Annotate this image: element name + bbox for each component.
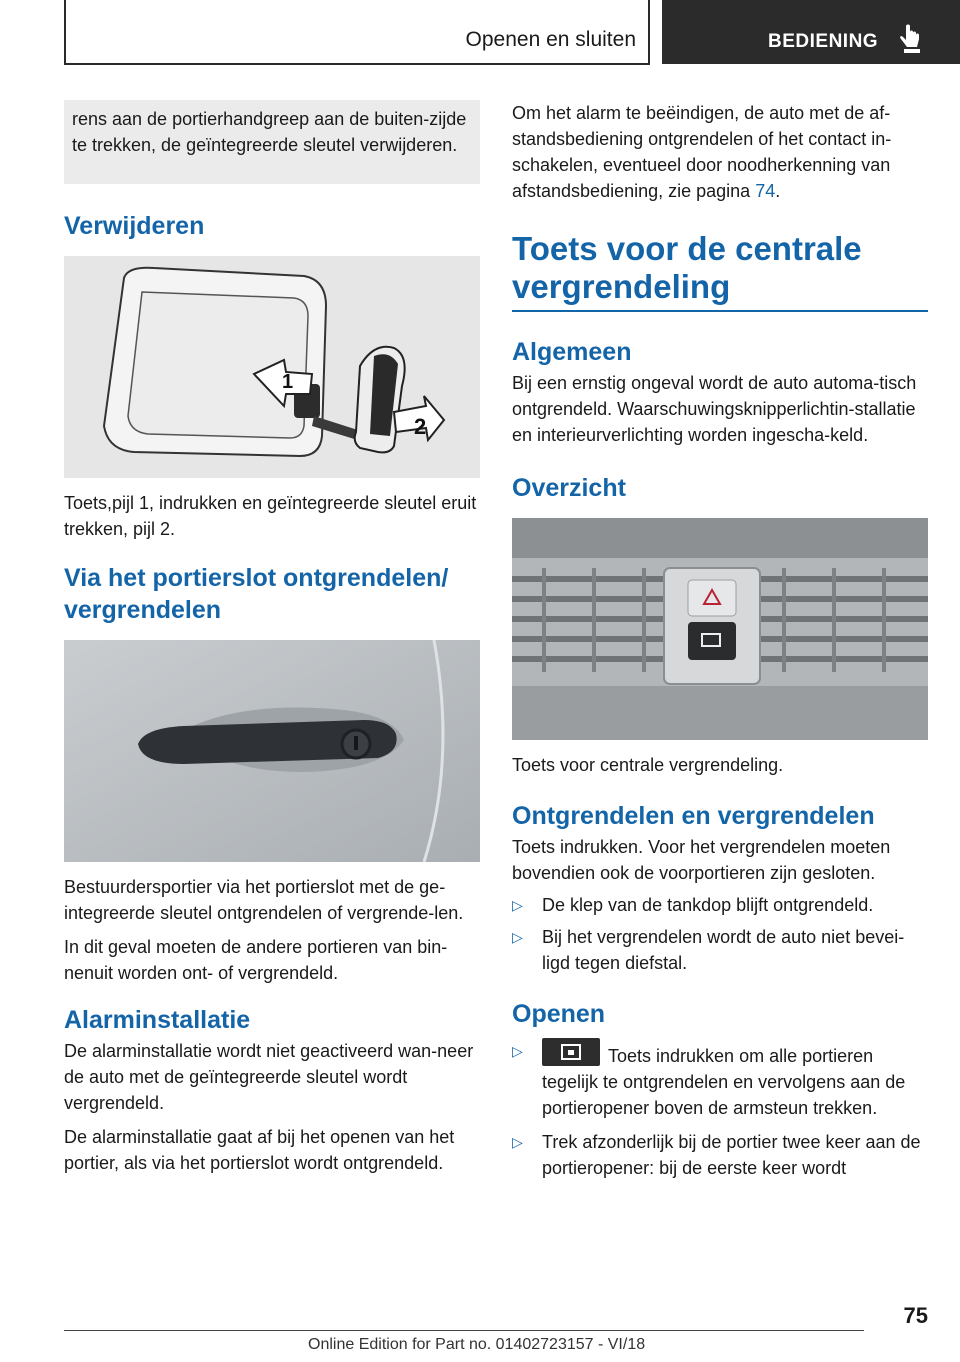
- heading-portierslot: Via het portierslot ontgrendelen/ vergrendelen: [64, 564, 449, 624]
- bullet-triangle-icon: ▷: [512, 1134, 523, 1150]
- bullet-triangle-icon: ▷: [512, 897, 523, 913]
- header-chapter-label: BEDIENING: [768, 31, 879, 52]
- central-lock-figure: [512, 518, 928, 740]
- list-item: ▷ Trek afzonderlijk bij de portier twee keer aan de portieropener: bij de eerste keer wordt: [512, 1129, 928, 1181]
- continued-note: [64, 100, 480, 184]
- footer-edition: Online Edition for Part no. 01402723157 - VI/18: [308, 1336, 646, 1353]
- list-item: ▷ De klep van de tankdop blijft ontgrendeld.: [512, 892, 928, 918]
- heading-openen: Openen: [512, 1000, 606, 1028]
- heading-alarminstallatie: Alarminstallatie: [64, 1006, 251, 1034]
- header-rule-bottom: [64, 63, 650, 65]
- header-rule-divider: [648, 0, 650, 64]
- alarm-end-text: Om het alarm te beëindigen, de auto met de af-standsbediening ontgrendelen of het contact in-schakelen, eventueel door noodherkenning van afstandsbediening, zie pagina 74.: [512, 103, 892, 201]
- header-rule-left: [64, 0, 66, 64]
- central-lock-button-icon: [542, 1038, 600, 1066]
- portierslot-text-1: Bestuurdersportier via het portierslot met de ge-integreerde sleutel ontgrendelen of vergrende-len.: [64, 877, 464, 923]
- caption-key-removal: Toets,pijl 1, indrukken en geïntegreerde sleutel eruit trekken, pijl 2.: [64, 493, 477, 539]
- right-column: [512, 100, 928, 1181]
- ontgrendelen-text: Toets indrukken. Voor het vergrendelen moeten bovendien ook de voorportieren zijn gesloten.: [512, 837, 891, 883]
- heading-ontgrendelen: Ontgrendelen en vergrendelen: [512, 802, 875, 830]
- alarm-text-2: De alarminstallatie gaat af bij het openen van het portier, als via het portierslot wordt ontgrendeld.: [64, 1127, 455, 1173]
- pointing-hand-icon: [898, 24, 924, 54]
- left-column: [64, 100, 480, 1176]
- algemeen-text: Bij een ernstig ongeval wordt de auto automa-tisch ontgrendeld. Waarschuwingsknipperlichtin-stallatie en interieurverlichting worden ingescha-keld.: [512, 373, 917, 445]
- intro-text: rens aan de portierhandgreep aan de buiten-zijde te trekken, de geïntegreerde sleutel verwijderen.: [72, 109, 467, 155]
- footer-rule: [64, 1330, 864, 1331]
- portierslot-text-2: In dit geval moeten de andere portieren van bin-nenuit worden ont- of vergrendeld.: [64, 937, 448, 983]
- bullet-triangle-icon: ▷: [512, 1043, 523, 1059]
- caption-central-lock: Toets voor centrale vergrendeling.: [512, 755, 784, 775]
- alarm-text-1: De alarminstallatie wordt niet geactiveerd wan-neer de auto met de geïntegreerde sleutel wordt vergrendeld.: [64, 1041, 474, 1113]
- page-number: 75: [903, 1303, 928, 1328]
- heading-toets-centrale: Toets voor de centrale vergrendeling: [512, 230, 862, 305]
- header-chapter-tab[interactable]: [662, 0, 960, 64]
- heading-overzicht: Overzicht: [512, 474, 626, 502]
- list-item: ▷ Toets indrukken om alle portieren tegelijk te ontgrendelen en vervolgens aan de portieropener boven de armsteun trekken.: [512, 1038, 928, 1121]
- central-lock-illustration: [512, 518, 928, 740]
- heading-rule: [512, 310, 928, 312]
- door-handle-figure: [64, 640, 480, 862]
- door-handle-illustration: [64, 640, 480, 862]
- key-removal-figure: [64, 256, 480, 478]
- heading-verwijderen: Verwijderen: [64, 212, 205, 240]
- heading-algemeen: Algemeen: [512, 338, 632, 366]
- page-link-74[interactable]: 74: [755, 181, 776, 201]
- arrow-label-1: 1: [282, 371, 294, 393]
- list-item: ▷ Bij het vergrendelen wordt de auto niet bevei-ligd tegen diefstal.: [512, 924, 928, 976]
- bullet-triangle-icon: ▷: [512, 929, 523, 945]
- arrow-label-2: 2: [414, 414, 427, 439]
- header-section-title: Openen en sluiten: [465, 28, 636, 51]
- key-illustration: [64, 256, 480, 478]
